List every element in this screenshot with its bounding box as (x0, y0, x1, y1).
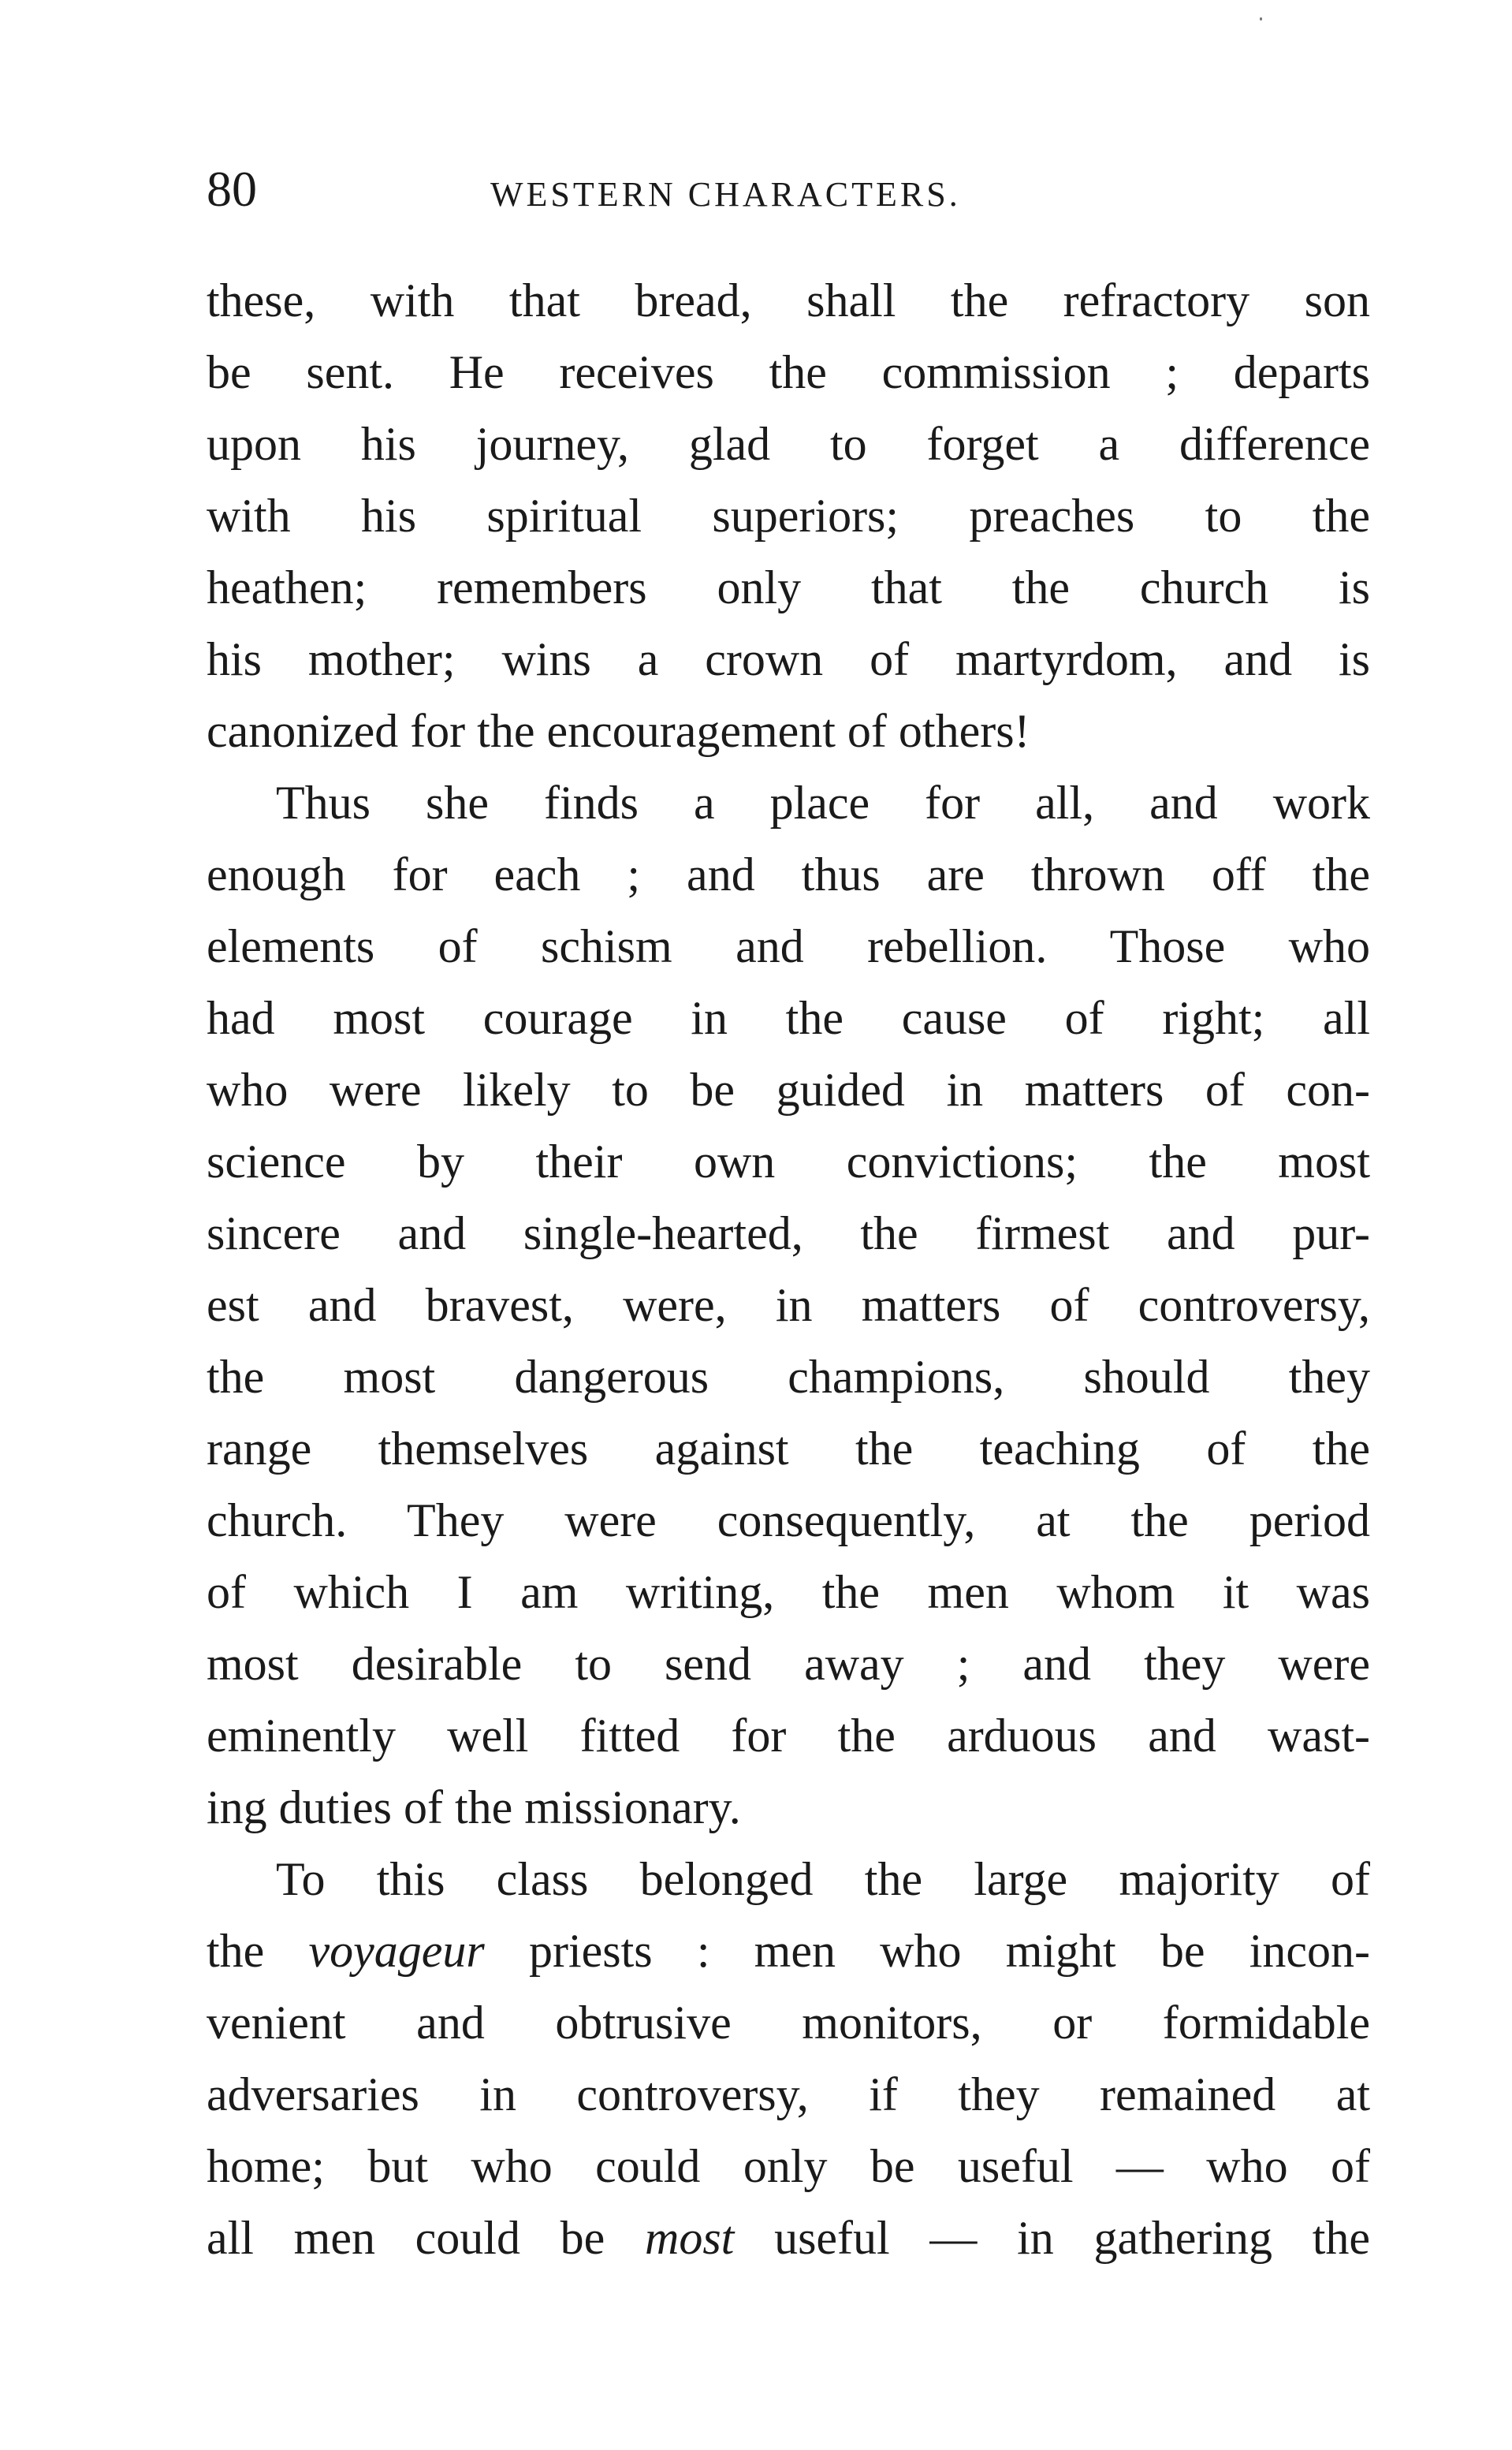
text-line: upon his journey, glad to forget a difference (207, 418, 1370, 470)
text-line: enough for each ; and thus are thrown off the (207, 848, 1370, 901)
text-line: Thus she finds a place for all, and work (276, 777, 1370, 829)
line-rest: priests : men who might be incon- (528, 1925, 1370, 1977)
line-prefix: all men could be (207, 2212, 605, 2264)
text-line: these, with that bread, shall the refractory son (207, 274, 1370, 326)
text-line: most desirable to send away ; and they were (207, 1638, 1370, 1690)
text-line: To this class belonged the large majority of (276, 1853, 1370, 1905)
text-line-with-italic (207, 1915, 1370, 1987)
italic-term: most (645, 2212, 735, 2264)
text-line-with-italic (207, 2202, 1370, 2274)
italic-term: voyageur (308, 1925, 485, 1977)
text-line: had most courage in the cause of right; all (207, 992, 1370, 1044)
text-line: heathen; remembers only that the church is (207, 561, 1370, 613)
text-line: home; but who could only be useful — who of (207, 2140, 1370, 2192)
text-line: his mother; wins a crown of martyrdom, and is (207, 633, 1370, 685)
line-rest: useful — in gathering the (774, 2212, 1370, 2264)
running-head (207, 162, 1370, 217)
running-title: WESTERN CHARACTERS. (490, 175, 961, 214)
text-line: range themselves against the teaching of the (207, 1423, 1370, 1475)
text-line: science by their own convictions; the most (207, 1136, 1370, 1188)
text-line: be sent. He receives the commission ; departs (207, 346, 1370, 398)
text-line: adversaries in controversy, if they remained at (207, 2068, 1370, 2120)
text-line: of which I am writing, the men whom it was (207, 1566, 1370, 1618)
body-text (207, 265, 1370, 2274)
text-line: church. They were consequently, at the period (207, 1494, 1370, 1546)
text-line: est and bravest, were, in matters of controversy, (207, 1279, 1370, 1331)
text-line: who were likely to be guided in matters of con- (207, 1064, 1370, 1116)
text-line: canonized for the encouragement of others! (207, 705, 1030, 757)
text-line: sincere and single-hearted, the firmest and pur- (207, 1207, 1370, 1259)
text-line: elements of schism and rebellion. Those who (207, 920, 1370, 972)
text-line: ing duties of the missionary. (207, 1781, 741, 1833)
text-line: with his spiritual superiors; preaches to the (207, 490, 1370, 542)
text-line: eminently well fitted for the arduous and wast- (207, 1710, 1370, 1762)
page-number: 80 (207, 161, 257, 217)
print-speck (1260, 17, 1262, 21)
text-line: venient and obtrusive monitors, or formidable (207, 1997, 1370, 2049)
line-prefix: the (207, 1925, 265, 1977)
text-line: the most dangerous champions, should they (207, 1351, 1370, 1403)
